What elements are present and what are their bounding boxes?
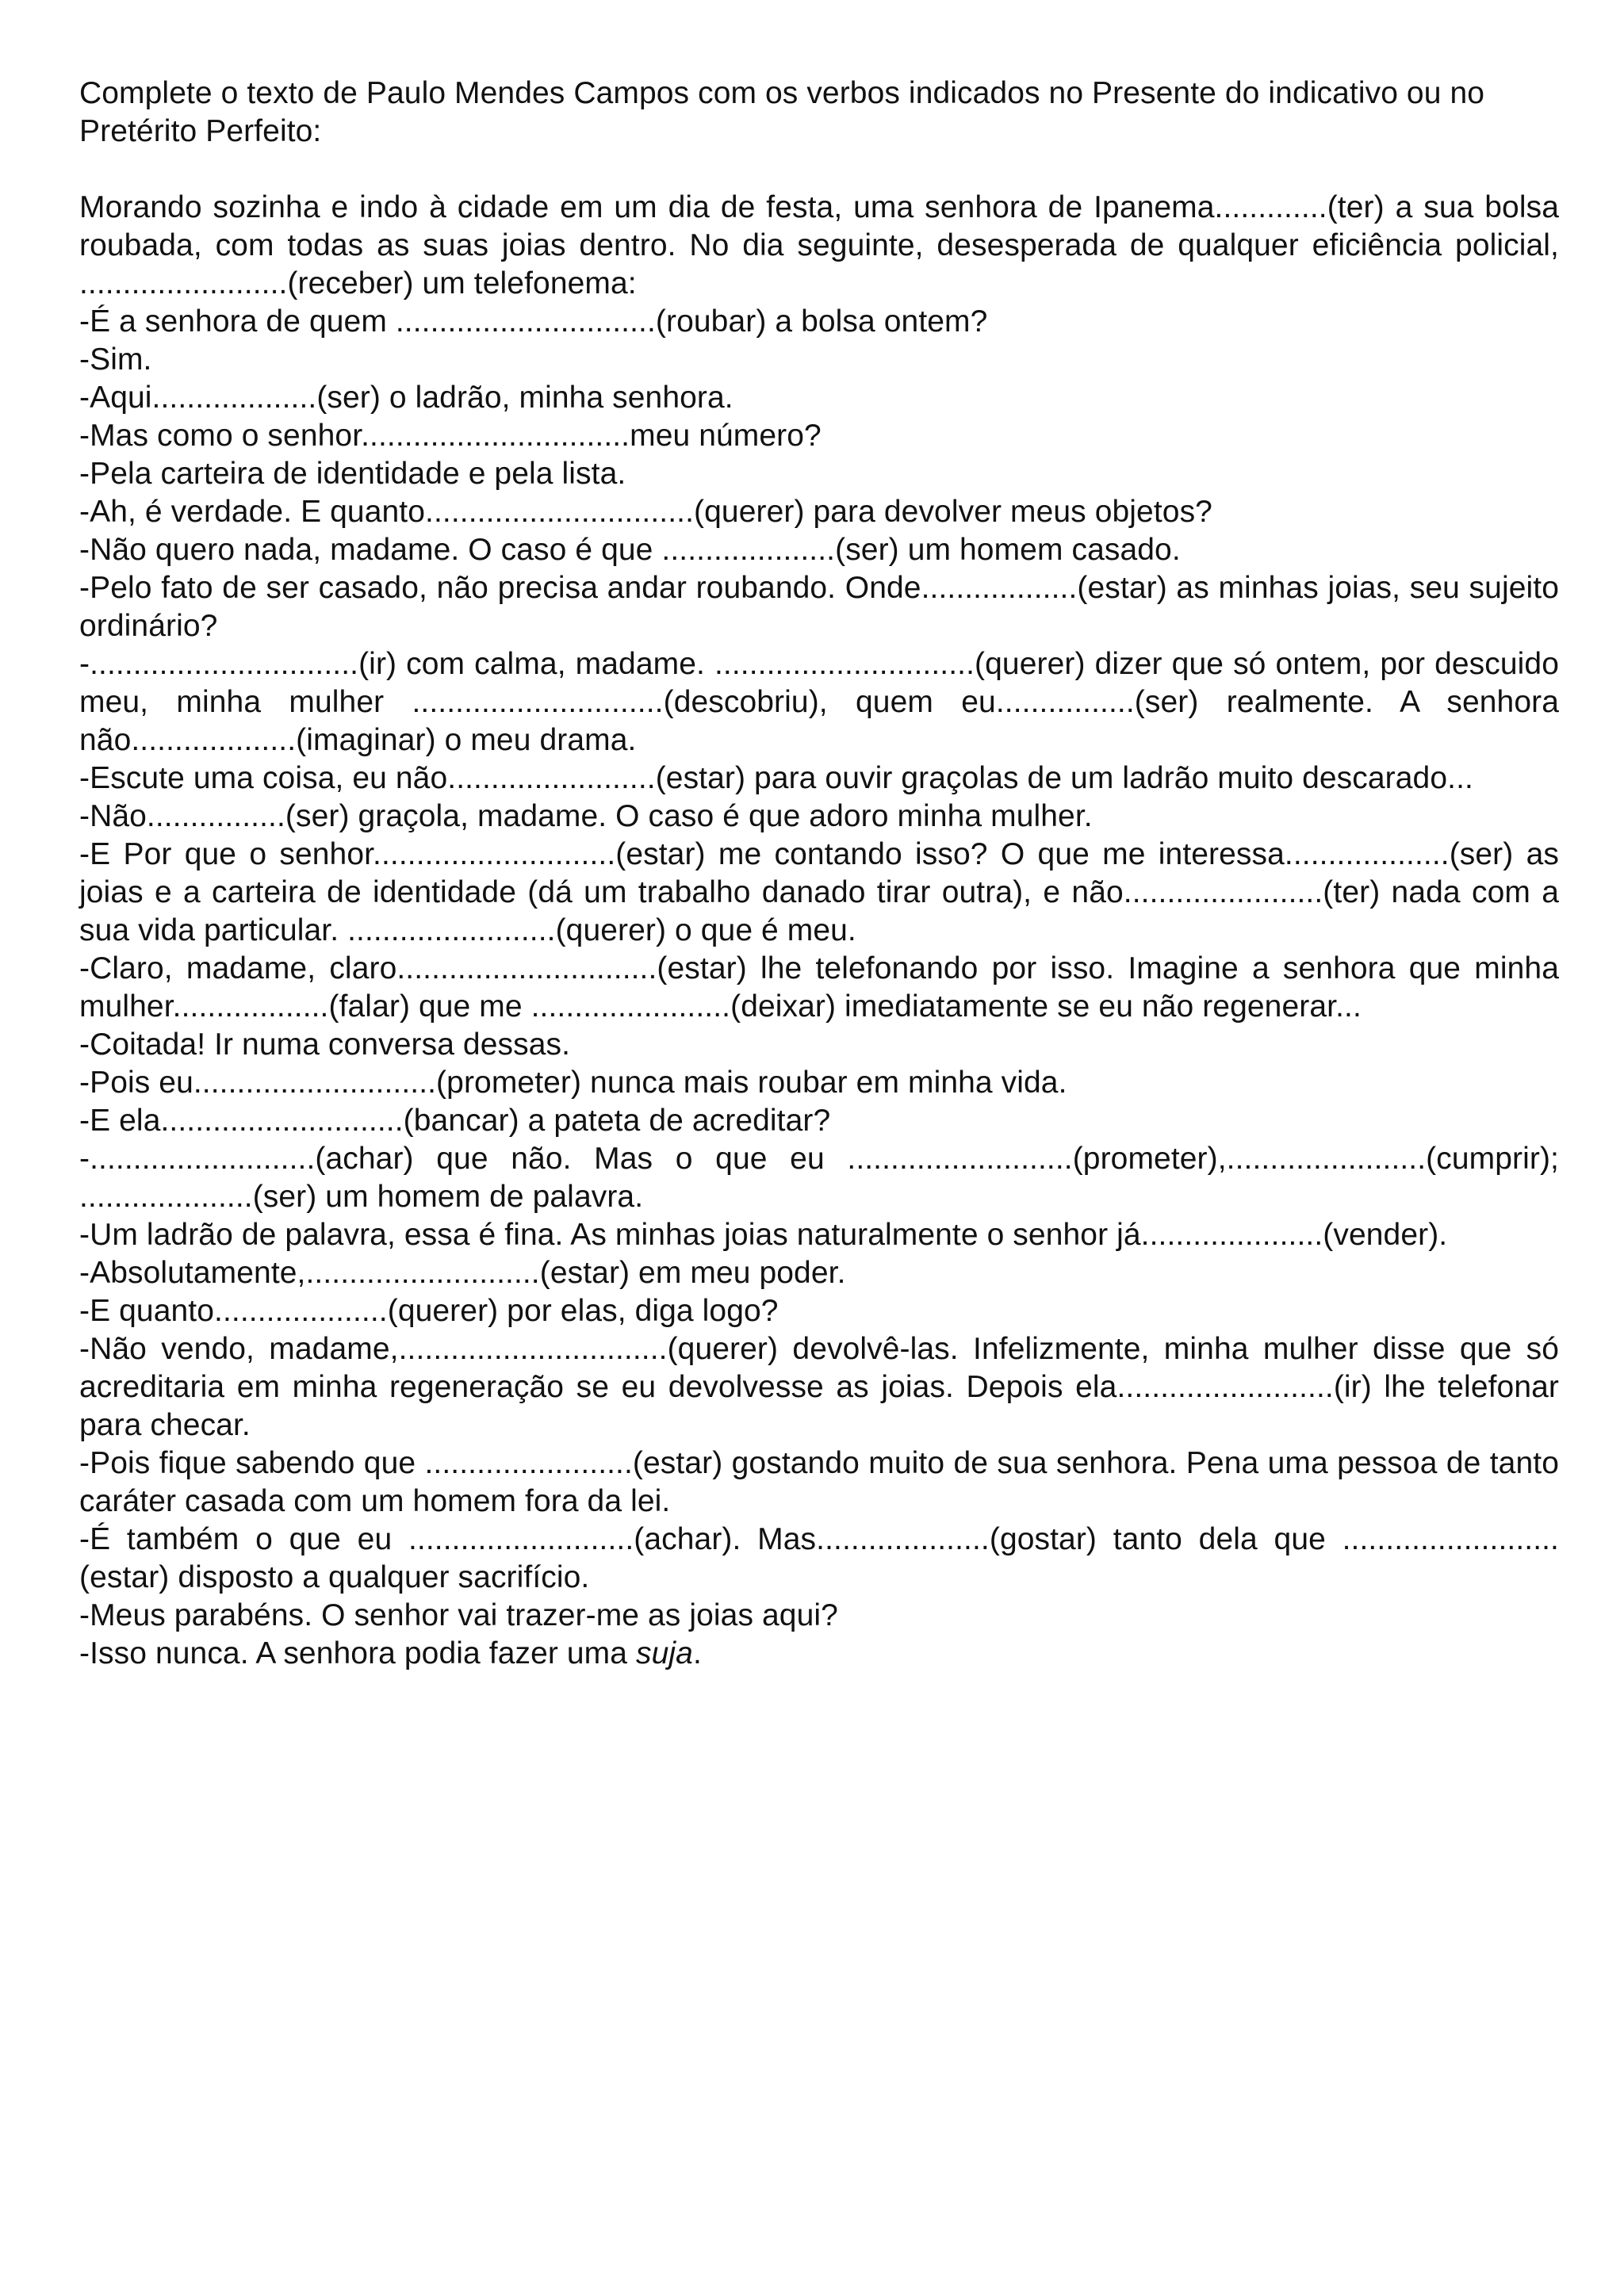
dialogue-line: -Mas como o senhor...............................meu número? [79, 419, 822, 453]
dialogue-line-last [79, 1635, 1559, 1673]
dialogue-line: -Pelo fato de ser casado, não precisa andar roubando. Onde..................(estar) as minhas joias, seu sujeito ordinário? [79, 571, 1559, 643]
dialogue-line: -É também o que eu ..........................(achar). Mas....................(gostar) tanto dela que ......................... (estar) disposto a qualquer sacrifício. [79, 1522, 1559, 1594]
dialogue-line: -Sim. [79, 342, 152, 377]
dialogue-line: -Pois eu............................(prometer) nunca mais roubar em minha vida. [79, 1066, 1067, 1100]
dialogue-line: -E Por que o senhor............................(estar) me contando isso? O que me interessa...................(ser) as joias e a carteira de identidade (dá um trabalho danado tirar outra), e não.......................(ter) nada com a sua vida particular. ........................(querer) o que é meu. [79, 837, 1559, 947]
document-page [79, 75, 1559, 1673]
dialogue-line: -É a senhora de quem ..............................(roubar) a bolsa ontem? [79, 304, 988, 339]
dialogue-line: -Não quero nada, madame. O caso é que ....................(ser) um homem casado. [79, 533, 1181, 567]
dialogue-line: -Meus parabéns. O senhor vai trazer-me as joias aqui? [79, 1598, 838, 1632]
dialogue-line: -Absolutamente,...........................(estar) em meu poder. [79, 1256, 846, 1290]
dialogue-line: -E ela............................(bancar) a pateta de acreditar? [79, 1104, 831, 1138]
dialogue-line: -..........................(achar) que não. Mas o que eu ..........................(prometer),.......................(cumprir); ....................(ser) um homem de palavra. [79, 1142, 1559, 1214]
dialogue-line: -Um ladrão de palavra, essa é fina. As minhas joias naturalmente o senhor já.....................(vender). [79, 1218, 1448, 1252]
intro-paragraph: Morando sozinha e indo à cidade em um dia de festa, uma senhora de Ipanema.............(ter) a sua bolsa roubada, com todas as suas joias dentro. No dia seguinte, desesperada de qualquer eficiência policial, ........................(receber) um telefonema: [79, 190, 1559, 300]
dialogue-line: -Aqui...................(ser) o ladrão, minha senhora. [79, 381, 733, 415]
instructions-text: Complete o texto de Paulo Mendes Campos com os verbos indicados no Presente do indicativo ou no Pretérito Perfeito: [79, 76, 1485, 148]
dialogue-line: -...............................(ir) com calma, madame. ..............................(querer) dizer que só ontem, por descuido meu, minha mulher .............................(descobriu), quem eu................(ser) realmente. A senhora não...................(imaginar) o meu drama. [79, 647, 1559, 757]
dialogue-line: -Ah, é verdade. E quanto...............................(querer) para devolver meus objetos? [79, 495, 1212, 529]
dialogue-line: -Claro, madame, claro..............................(estar) lhe telefonando por isso. Imagine a senhora que minha mulher..................(falar) que me .......................(deixar) imediatamente se eu não regenerar... [79, 951, 1559, 1024]
dialogue-line: -Não................(ser) graçola, madame. O caso é que adoro minha mulher. [79, 799, 1093, 833]
dialogue-line: -Coitada! Ir numa conversa dessas. [79, 1027, 571, 1062]
dialogue-line: -E quanto....................(querer) por elas, diga logo? [79, 1294, 779, 1328]
dialogue-line: -Escute uma coisa, eu não........................(estar) para ouvir graçolas de um ladrão muito descarado... [79, 761, 1473, 795]
dialogue-line: -Pela carteira de identidade e pela lista. [79, 457, 626, 491]
last-line-end: . [692, 1636, 702, 1670]
last-line-italic: suja [636, 1636, 693, 1670]
dialogue-line: -Não vendo, madame,...............................(querer) devolvê-las. Infelizmente, minha mulher disse que só acreditaria em minha regeneração se eu devolvesse as joias. Depois ela.........................(ir) lhe telefonar para checar. [79, 1332, 1559, 1442]
dialogue-line: -Pois fique sabendo que ........................(estar) gostando muito de sua senhora. Pena uma pessoa de tanto caráter casada com um homem fora da lei. [79, 1446, 1559, 1518]
last-line-text: -Isso nunca. A senhora podia fazer uma [79, 1636, 636, 1670]
